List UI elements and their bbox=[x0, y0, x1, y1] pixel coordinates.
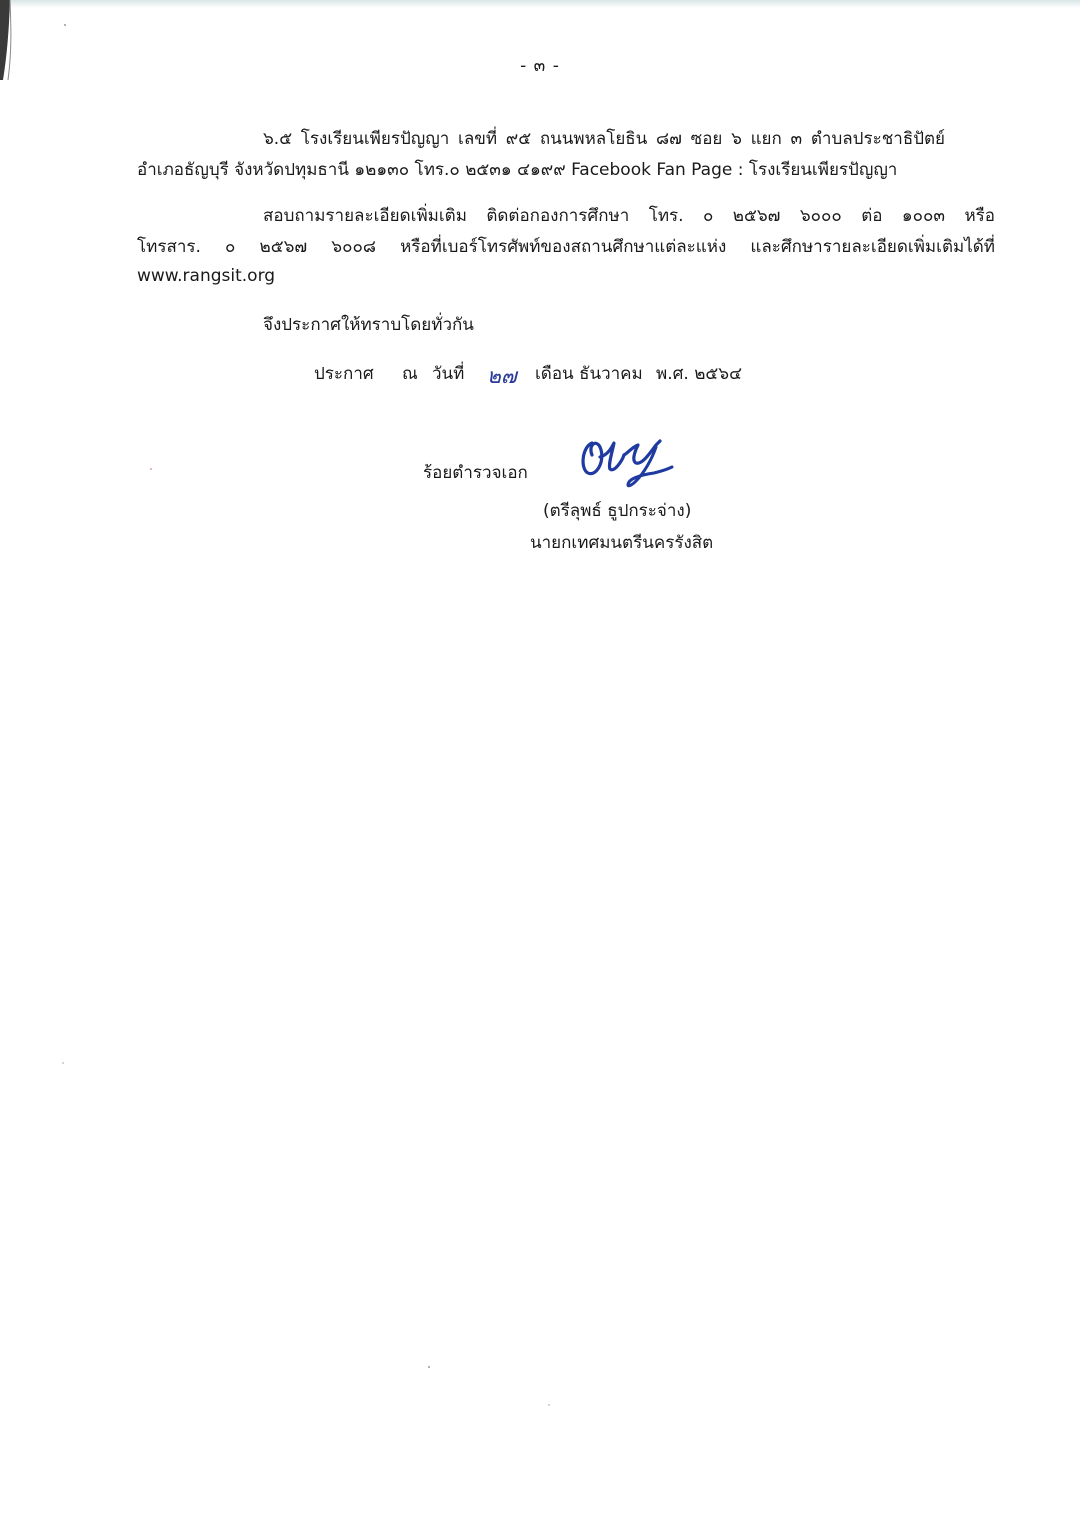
school-address-line-1: ๖.๕ โรงเรียนเพียรปัญญา เลขที่ ๙๕ ถนนพหลโยธิน ๘๗ ซอย ๖ แยก ๓ ตำบลประชาธิปัตย์ bbox=[263, 129, 945, 149]
date-year: พ.ศ. ๒๕๖๔ bbox=[656, 364, 742, 384]
day-label: วันที่ bbox=[432, 364, 465, 384]
handwritten-day: ๒๗ bbox=[487, 364, 517, 388]
scan-speck bbox=[428, 1366, 430, 1368]
scan-speck bbox=[64, 24, 66, 26]
announcement-text: จึงประกาศให้ทราบโดยทั่วกัน bbox=[263, 315, 474, 335]
handwritten-signature bbox=[578, 433, 674, 491]
date-at: ณ bbox=[402, 364, 418, 384]
signatory-rank: ร้อยตำรวจเอก bbox=[423, 463, 528, 483]
inquiry-line-1: สอบถามรายละเอียดเพิ่มเติม ติดต่อกองการศึกษา โทร. ๐ ๒๕๖๗ ๖๐๐๐ ต่อ ๑๐๐๓ หรือ bbox=[263, 206, 995, 226]
inquiry-line-2: โทรสาร. ๐ ๒๕๖๗ ๖๐๐๘ หรือที่เบอร์โทรศัพท์ของสถานศึกษาแต่ละแห่ง และศึกษารายละเอียดเพิ่มเติมได้ที่ bbox=[137, 237, 995, 257]
page-number: - ๓ - bbox=[520, 56, 560, 76]
date-month: เดือน ธันวาคม bbox=[535, 364, 643, 384]
scan-speck bbox=[150, 468, 152, 470]
scan-speck bbox=[62, 1062, 64, 1064]
website-url: www.rangsit.org bbox=[137, 266, 276, 286]
scan-shadow-top bbox=[0, 0, 1080, 8]
school-address-line-2: อำเภอธัญบุรี จังหวัดปทุมธานี ๑๒๑๓๐ โทร.๐ ๒๕๓๑ ๔๑๙๙ Facebook Fan Page : โรงเรียนเพียรปัญญา bbox=[137, 160, 898, 180]
date-prefix: ประกาศ bbox=[314, 364, 374, 384]
signatory-name: (ตรีลุพธ์ ธูปกระจ่าง) bbox=[543, 501, 692, 521]
signatory-position: นายกเทศมนตรีนครรังสิต bbox=[530, 533, 714, 553]
scan-speck bbox=[548, 1404, 550, 1406]
